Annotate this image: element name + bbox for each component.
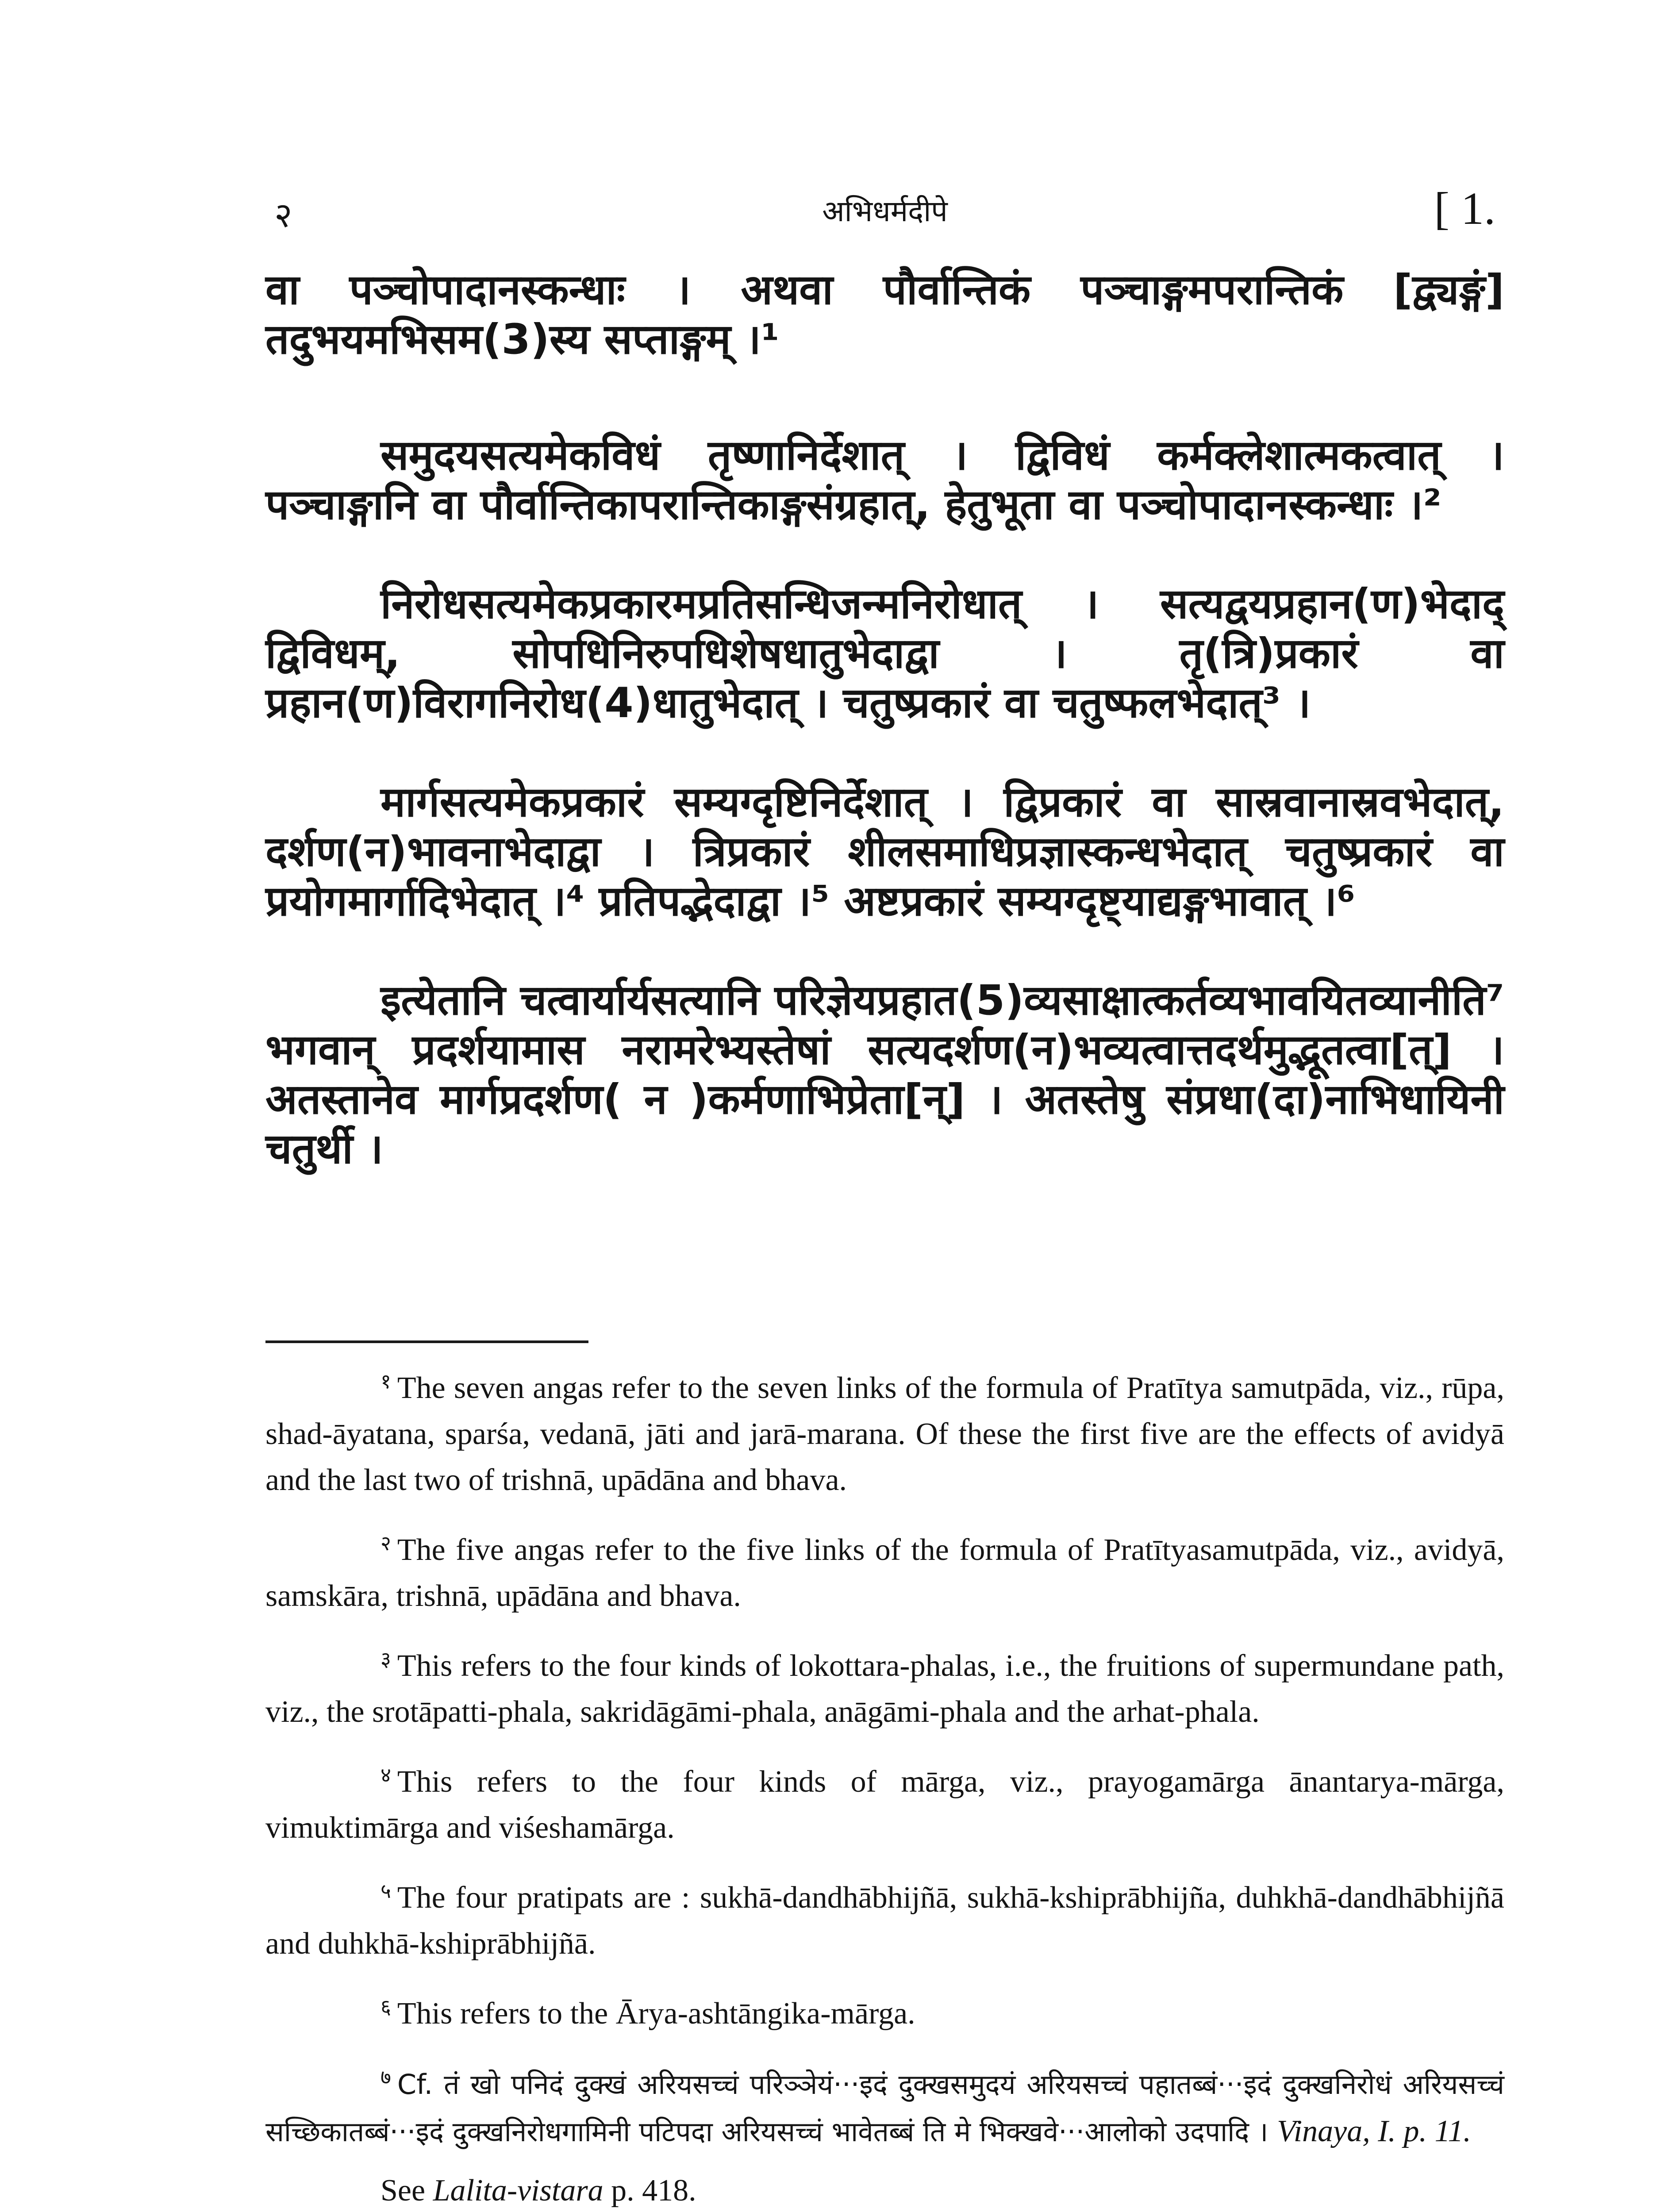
paragraph-1: वा पञ्चोपादानस्कन्धाः । अथवा पौर्वान्तिकं पञ्चाङ्गमपरान्तिकं [द्व्यङ्गं] तदुभयमभिसम(3)स्य सप्ताङ्गम् ।¹ <box>265 266 1504 364</box>
footnote-7 <box>265 2054 1504 2155</box>
running-title: अभिधर्मदीपे <box>822 194 948 228</box>
footnote-1 <box>265 1358 1504 1503</box>
footnote-5 <box>265 1868 1504 1967</box>
footnote-text: This refers to the four kinds of mārga, viz., prayogamārga ānantarya-mārga, vimuktimārga and viśeshamārga. <box>265 1765 1504 1845</box>
paragraph-5: इत्येतानि चत्वार्यार्यसत्यानि परिज्ञेयप्रहात(5)व्यसाक्षात्कर्तव्यभावयितव्यानीति⁷ भगवान् प्रदर्शयामास नरामरेभ्यस्तेषां सत्यदर्शण(न)भव्यत्वात्तदर्थमुद्भूतत्वा[त्] । अतस्तानेव मार्गप्रदर्शण( न )कर्मणाभिप्रेता[न्] । अतस्तेषु संप्रधा(दा)नाभिधायिनी चतुर्थी । <box>265 976 1504 1173</box>
see-also <box>265 2168 1504 2212</box>
footnote-text: This refers to the Ārya-ashtāngika-mārga. <box>397 1997 915 2031</box>
footnote-marker: १ <box>381 1369 391 1393</box>
page-header <box>274 183 1495 248</box>
footnote-divider <box>265 1340 588 1343</box>
footnote-marker: ४ <box>381 1763 391 1787</box>
footnote-marker: ६ <box>381 1995 391 2019</box>
footnote-4 <box>265 1752 1504 1851</box>
footnote-text: The four pratipats are : sukhā-dandhābhijñā, sukhā-kshiprābhijña, duhkhā-dandhābhijñā and duhkhā-kshiprābhijñā. <box>265 1881 1504 1961</box>
footnote-text: This refers to the four kinds of lokottara-phalas, i.e., the fruitions of supermundane path, viz., the srotāpatti-phala, sakridāgāmi-phala, anāgāmi-phala and the arhat-phala. <box>265 1649 1504 1729</box>
footnote-text: The seven angas refer to the seven links of the formula of Pratītya samutpāda, viz., rūpa, shad-āyatana, sparśa, vedanā, jāti and jarā-marana. Of these the first five are the effects of avidyā and the last two of trishnā, upādāna and bhava. <box>265 1371 1504 1497</box>
page-number: २ <box>274 196 292 235</box>
footnote-3 <box>265 1636 1504 1735</box>
footnote-marker: २ <box>381 1531 391 1555</box>
see-also-page: p. 418. <box>611 2174 696 2208</box>
paragraph-3: निरोधसत्यमेकप्रकारमप्रतिसन्धिजन्मनिरोधात् । सत्यद्वयप्रहान(ण)भेदाद् द्विविधम्, सोपधिनिरुपधिशेषधातुभेदाद्वा । तृ(त्रि)प्रकारं वा प्रहान(ण)विरागनिरोध(4)धातुभेदात् । चतुष्प्रकारं वा चतुष्फलभेदात्³ । <box>265 580 1504 727</box>
footnote-text: Cf. तं खो पनिदं दुक्खं अरियसच्चं परिञ्ञेयं···इदं दुक्खसमुदयं अरियसच्चं पहातब्बं···इदं दुक्खनिरोधं अरियसच्चं सच्छिकातब्बं···इदं दुक्खनिरोधगामिनी पटिपदा अरियसच्चं भावेतब्बं ति मे भिक्खवे···आलोको उदपादि । <box>265 2068 1504 2148</box>
section-reference: [ 1. <box>1434 183 1495 234</box>
paragraph-2: समुदयसत्यमेकविधं तृष्णानिर्देशात् । द्विविधं कर्मक्लेशात्मकत्वात् । पञ्चाङ्गानि वा पौर्वान्तिकापरान्तिकाङ्गसंग्रहात्, हेतुभूता वा पञ्चोपादानस्कन्धाः ।² <box>265 431 1504 529</box>
footnote-text: The five angas refer to the five links of the formula of Pratītyasamutpāda, viz., avidyā, samskāra, trishnā, upādāna and bhava. <box>265 1533 1504 1613</box>
footnotes <box>265 1358 1504 2212</box>
footnote-2 <box>265 1520 1504 1619</box>
see-also-title: Lalita-vistara <box>433 2174 603 2208</box>
footnote-reference: Vinaya, I. p. 11. <box>1277 2114 1471 2148</box>
footnote-6 <box>265 1984 1504 2037</box>
footnote-marker: ३ <box>381 1647 391 1671</box>
main-text <box>265 265 1504 1224</box>
footnote-marker: ७ <box>381 2065 391 2089</box>
see-also-prefix: See <box>381 2174 426 2208</box>
paragraph-4: मार्गसत्यमेकप्रकारं सम्यग्दृष्टिनिर्देशात् । द्विप्रकारं वा सास्रवानास्रवभेदात्, दर्शण(न)भावनाभेदाद्वा । त्रिप्रकारं शीलसमाधिप्रज्ञास्कन्धभेदात् चतुष्प्रकारं वा प्रयोगमार्गादिभेदात् ।⁴ प्रतिपद्भेदाद्वा ।⁵ अष्टप्रकारं सम्यग्दृष्ट्याद्यङ्गभावात् ।⁶ <box>265 778 1504 926</box>
footnote-marker: ५ <box>381 1879 391 1903</box>
